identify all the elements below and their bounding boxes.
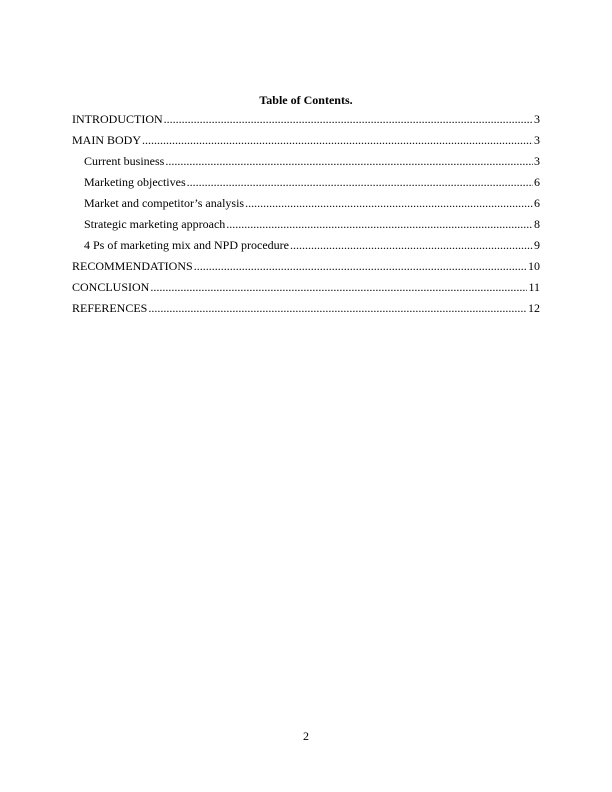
toc-entry-label: REFERENCES: [72, 301, 148, 315]
toc-entry-page: 3: [534, 154, 540, 168]
toc-entry-page: 6: [534, 196, 540, 210]
toc-leader-dots: [290, 237, 533, 253]
toc-entry-page: 11: [528, 280, 540, 294]
toc-entry-introduction[interactable]: [72, 111, 540, 132]
toc-leader-dots: [194, 258, 527, 274]
toc-entry-conclusion[interactable]: [72, 279, 540, 300]
toc-leader-dots: [150, 279, 527, 295]
toc-leader-dots: [245, 195, 533, 211]
toc-entry-main-body[interactable]: [72, 132, 540, 153]
toc-entry-label: 4 Ps of marketing mix and NPD procedure: [84, 238, 289, 252]
toc-leader-dots: [165, 153, 533, 169]
toc-entry-strategic-marketing-approach[interactable]: [72, 216, 540, 237]
toc-entry-page: 12: [528, 301, 540, 315]
toc-entry-label: RECOMMENDATIONS: [72, 259, 193, 273]
toc-entry-recommendations[interactable]: [72, 258, 540, 279]
toc-entry-current-business[interactable]: [72, 153, 540, 174]
toc-entry-page: 9: [534, 238, 540, 252]
toc-leader-dots: [142, 132, 533, 148]
toc-entry-label: Strategic marketing approach: [84, 217, 226, 231]
toc-entry-market-competitor-analysis[interactable]: [72, 195, 540, 216]
toc-entry-label: Marketing objectives: [84, 175, 186, 189]
toc-entry-page: 8: [534, 217, 540, 231]
toc-title: Table of Contents.: [259, 93, 353, 107]
toc-entry-label: MAIN BODY: [72, 133, 141, 147]
toc-leader-dots: [187, 174, 533, 190]
toc-leader-dots: [164, 111, 533, 127]
toc-leader-dots: [148, 300, 527, 316]
toc-entry-page: 3: [534, 112, 540, 126]
toc-entry-page: 6: [534, 175, 540, 189]
toc-leader-dots: [226, 216, 533, 232]
toc-entry-marketing-mix-npd[interactable]: [72, 237, 540, 258]
toc-entry-label: Current business: [84, 154, 165, 168]
toc-entry-label: INTRODUCTION: [72, 112, 163, 126]
toc-entry-references[interactable]: [72, 300, 540, 321]
toc-entry-label: CONCLUSION: [72, 280, 150, 294]
page-number: 2: [303, 729, 309, 743]
toc-entry-page: 3: [534, 133, 540, 147]
toc-entry-page: 10: [528, 259, 540, 273]
toc-entry-label: Market and competitor’s analysis: [84, 196, 245, 210]
toc-entry-marketing-objectives[interactable]: [72, 174, 540, 195]
table-of-contents: [72, 111, 540, 321]
